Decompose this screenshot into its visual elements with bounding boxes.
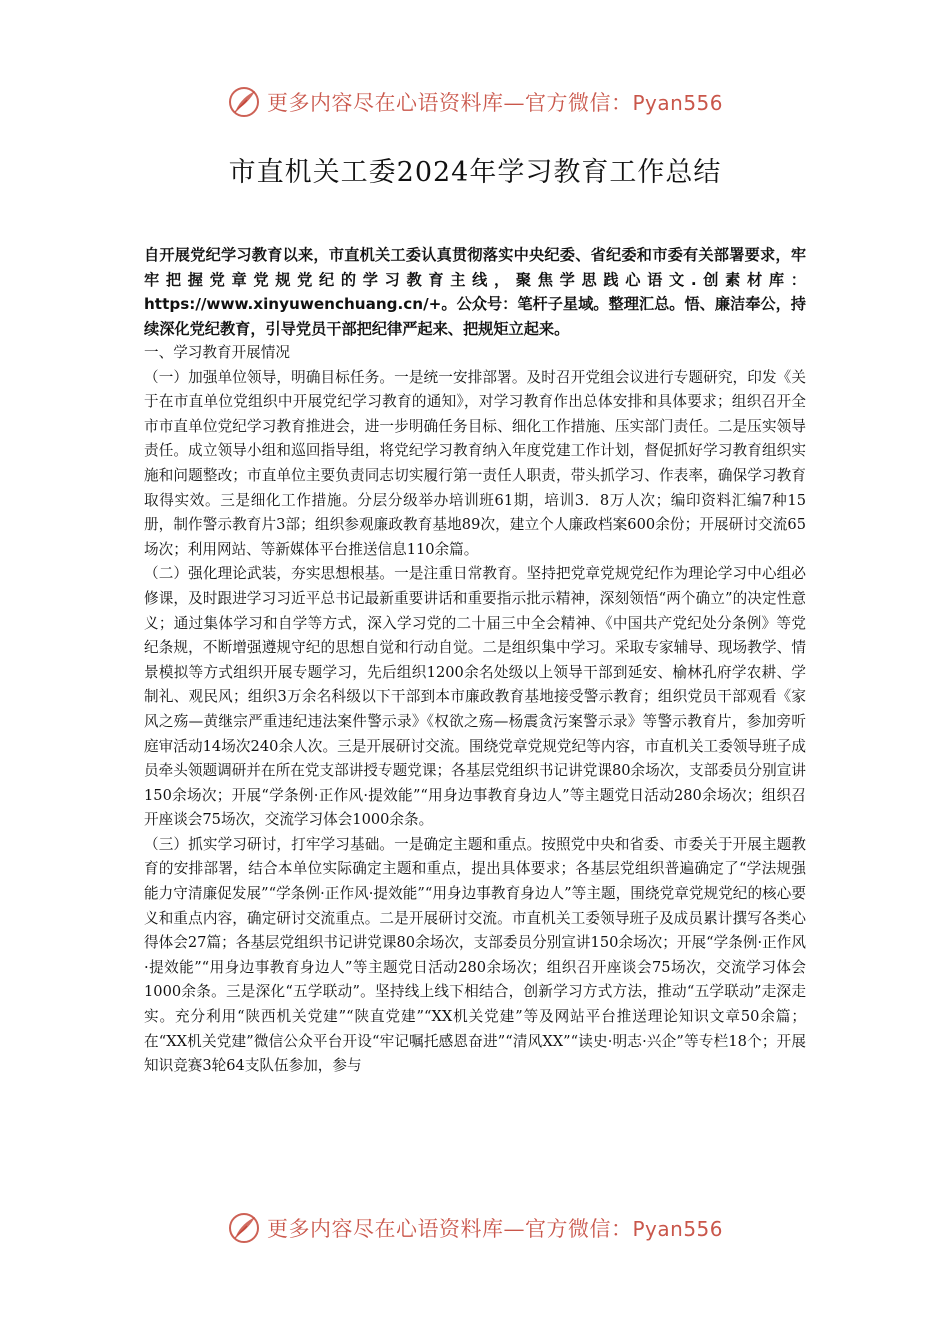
intro-paragraph: 自开展党纪学习教育以来，市直机关工委认真贯彻落实中央纪委、省纪委和市委有关部署要求，牢牢把握党章党规党纪的学习教育主线，聚焦学思践心语文.创素材库：https://www.xinyuwenchuang.cn/+。公众号：笔杆子星域。整理汇总。悟、廉洁奉公，持续深化党纪教育，引导党员干部把纪律严起来、把规矩立起来。 [144,246,806,338]
feather-logo-icon [227,85,261,119]
document-body [144,243,806,1079]
header-watermark [0,82,950,122]
document-title: 市直机关工委2024年学习教育工作总结 [228,157,722,188]
watermark-text: 更多内容尽在心语资料库—官方微信：Pyan556 [266,91,723,115]
paragraph-2: （二）强化理论武装，夯实思想根基。一是注重日常教育。坚持把党章党规党纪作为理论学习中心组必修课，及时跟进学习习近平总书记最新重要讲话和重要指示批示精神，深刻领悟“两个确立”的决定性意义；通过集体学习和自学等方式，深入学习党的二十届三中全会精神、《中国共产党纪处分条例》等党纪条规，不断增强遵规守纪的思想自觉和行动自觉。二是组织集中学习。采取专家辅导、现场教学、情景模拟等方式组织开展专题学习，先后组织1200余名处级以上领导干部到延安、榆林孔府学农耕、学制礼、观民风；组织3万余名科级以下干部到本市廉政教育基地接受警示教育；组织党员干部观看《家风之殇—黄继宗严重违纪违法案件警示录》《权欲之殇—杨震贪污案警示录》等警示教育片，参加旁听庭审活动14场次240余人次。三是开展研讨交流。围绕党章党规党纪等内容，市直机关工委领导班子成员牵头领题调研并在所在党支部讲授专题党课；各基层党组织书记讲党课80余场次，支部委员分别宣讲150余场次；开展“学条例·正作风·提效能”“用身边事教育身边人”等主题党日活动280余场次；组织召开座谈会75场次，交流学习体会1000余条。 [144,565,806,829]
footer-watermark [0,1208,950,1248]
paragraph-1: （一）加强单位领导，明确目标任务。一是统一安排部署。及时召开党组会议进行专题研究，印发《关于在市直单位党组织中开展党纪学习教育的通知》，对学习教育作出总体安排和具体要求；组织召开全市市直单位党纪学习教育推进会，进一步明确任务目标、细化工作措施、压实部门责任。二是压实领导责任。成立领导小组和巡回指导组，将党纪学习教育纳入年度党建工作计划，督促抓好学习教育组织实施和问题整改；市直单位主要负责同志切实履行第一责任人职责，带头抓学习、作表率，确保学习教育取得实效。三是细化工作措施。分层分级举办培训班61期，培训3．8万人次；编印资料汇编7种15册，制作警示教育片3部；组织参观廉政教育基地89次，建立个人廉政档案600余份；开展研讨交流65场次；利用网站、等新媒体平台推送信息110余篇。 [144,368,806,558]
paragraph-3: （三）抓实学习研讨，打牢学习基础。一是确定主题和重点。按照党中央和省委、市委关于开展主题教育的安排部署，结合本单位实际确定主题和重点，提出具体要求；各基层党组织普遍确定了“学法规强能力守清廉促发展”“学条例·正作风·提效能”“用身边事教育身边人”等主题，围绕党章党规党纪的核心要义和重点内容，确定研讨交流重点。二是开展研讨交流。市直机关工委领导班子及成员累计撰写各类心得体会27篇；各基层党组织书记讲党课80余场次，支部委员分别宣讲150余场次；开展“学条例·正作风·提效能”“用身边事教育身边人”等主题党日活动280余场次；组织召开座谈会75场次，交流学习体会1000余条。三是深化“五学联动”。坚持线上线下相结合，创新学习方式方法，推动“五学联动”走深走实。充分利用“陕西机关党建”“陕直党建”“XX机关党建”等及网站平台推送理论知识文章50余篇；在“XX机关党建”微信公众平台开设“牢记嘱托感恩奋进”“清风XX”“读史·明志·兴企”等专栏18个；开展知识竞赛3轮64支队伍参加，参与 [144,835,806,1075]
watermark-text: 更多内容尽在心语资料库—官方微信：Pyan556 [266,1217,723,1241]
section-heading: 一、学习教育开展情况 [144,344,290,361]
feather-logo-icon [227,1211,261,1245]
